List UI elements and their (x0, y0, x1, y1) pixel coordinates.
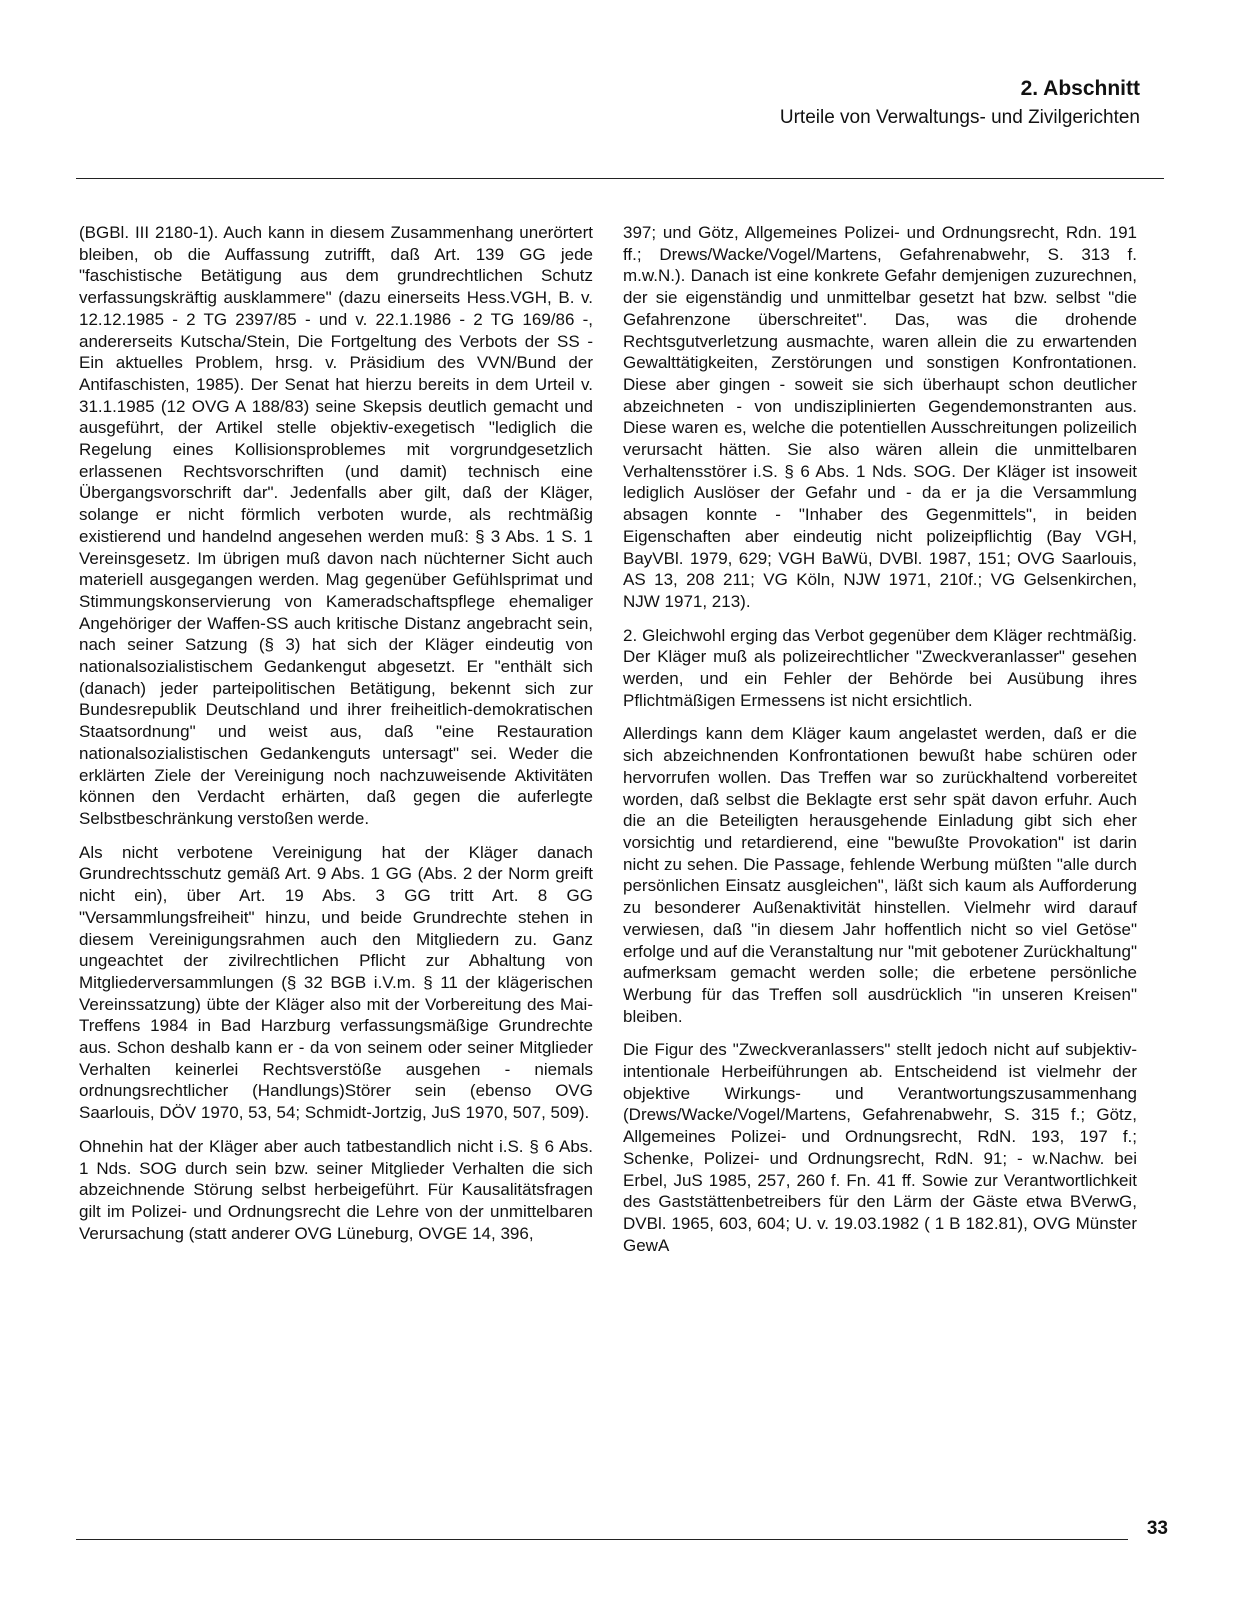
paragraph: Als nicht verbotene Vereinigung hat der Kläger danach Grundrechtsschutz gemäß Art. 9 Abs. 1 GG (Abs. 2 der Norm greift nicht ein), über Art. 19 Abs. 3 GG tritt Art. 8 GG "Versammlungsfreiheit" hinzu, und beide Grundrechte stehen in diesem Vereinigungsrahmen auch den Mitgliedern zu. Ganz ungeachtet der zivilrechtlichen Pflicht zur Abhaltung von Mitgliederversammlungen (§ 32 BGB i.V.m. § 11 der klägerischen Vereinssatzung) übte der Kläger also mit der Vorbereitung des Mai-Treffens 1984 in Bad Harzburg verfassungsmäßige Grundrechte aus. Schon deshalb kann er - da von seinem oder seiner Mitglieder Verhalten keinerlei Rechtsverstöße ausgehen - niemals ordnungsrechtlicher (Handlungs)Störer sein (ebenso OVG Saarlouis, DÖV 1970, 53, 54; Schmidt-Jortzig, JuS 1970, 507, 509). (79, 842, 593, 1123)
paragraph: Ohnehin hat der Kläger aber auch tatbestandlich nicht i.S. § 6 Abs. 1 Nds. SOG durch sein bzw. seiner Mitglieder Verhalten die sich abzeichnende Störung selbst herbeigeführt. Für Kausalitätsfragen gilt im Polizei- und Ordnungsrecht die Lehre von der unmittelbaren Verursachung (statt anderer OVG Lüneburg, OVGE 14, 396, (79, 1136, 593, 1243)
paragraph: Allerdings kann dem Kläger kaum angelastet werden, daß er die sich abzeichnenden Konfrontationen bewußt habe schüren oder hervorrufen wollen. Das Treffen war so zurückhaltend vorbereitet worden, daß selbst die Beklagte erst sehr spät davon erfuhr. Auch die an die Beteiligten herausgehende Einladung gibt sich eher vorsichtig und retardierend, eine "bewußte Provokation" ist darin nicht zu sehen. Die Passage, fehlende Werbung müßten "alle durch persönlichen Einsatz ausgleichen", läßt sich kaum als Aufforderung zu besonderer Außenaktivität hinstellen. Vielmehr wird darauf verwiesen, daß "in diesem Jahr hoffentlich nicht so viel Getöse" erfolge und auf die Veranstaltung nur "mit gebotener Zurückhaltung" aufmerksam gemacht werden solle; die erbetene persönliche Werbung für das Treffen soll ausdrücklich "in unseren Kreisen" bleiben. (623, 724, 1137, 1026)
header-divider (76, 178, 1164, 179)
section-title: 2. Abschnitt (1020, 77, 1140, 100)
page-header (780, 74, 1140, 132)
paragraph: (BGBl. III 2180-1). Auch kann in diesem Zusammenhang unerörtert bleiben, ob die Auffassung zutrifft, daß Art. 139 GG jede "faschistische Betätigung aus dem grundrechtlichen Schutz verfassungskräftig ausklammere" (dazu einerseits Hess.VGH, B. v. 12.12.1985 - 2 TG 2397/85 - und v. 22.1.1986 - 2 TG 169/86 -, andererseits Kutscha/Stein, Die Fortgeltung des Verbots der SS - Ein aktuelles Problem, hrsg. v. Präsidium des VVN/Bund der Antifaschisten, 1985). Der Senat hat hierzu bereits in dem Urteil v. 31.1.1985 (12 OVG A 188/83) seine Skepsis deutlich gemacht und ausgeführt, der Artikel stelle objektiv-exegetisch "lediglich die Regelung eines Kollisionsproblemes mit vorgrundgesetzlich erlassenen Rechtsvorschriften (und damit) technisch eine Übergangsvorschrift dar". Jedenfalls aber gilt, daß der Kläger, solange er nicht förmlich verboten wurde, als rechtmäßig existierend und handelnd angesehen werden muß: § 3 Abs. 1 S. 1 Vereinsgesetz. Im übrigen muß davon nach nüchterner Sicht auch materiell ausgegangen werden. Mag gegenüber Gefühlsprimat und Stimmungskonservierung von Kameradschaftspflege ehemaliger Angehöriger der Waffen-SS auch kritische Distanz angebracht sein, nach seiner Satzung (§ 3) hat sich der Kläger eindeutig von nationalsozialistischem Gedankengut abgesetzt. Er "enthält sich (danach) jeder parteipolitischen Betätigung, bekennt sich zur Bundesrepublik Deutschland und ihrer freiheitlich-demokratischen Staatsordnung" und weist aus, daß "eine Restauration nationalsozialistischen Gedankenguts untersagt" sei. Weder die erklärten Ziele der Vereinigung noch nachzuweisende Aktivitäten können den Verdacht erhärten, daß gegen die auferlegte Selbstbeschränkung verstoßen werde. (79, 223, 593, 828)
footer-divider (76, 1539, 1128, 1540)
paragraph: 2. Gleichwohl erging das Verbot gegenüber dem Kläger rechtmäßig. Der Kläger muß als polizeirechtlicher "Zweckveranlasser" gesehen werden, und ein Fehler der Behörde bei Ausübung ihres Pflichtmäßigen Ermessens ist nicht ersichtlich. (623, 625, 1137, 710)
left-column (79, 222, 593, 1256)
right-column (623, 222, 1137, 1268)
section-subtitle: Urteile von Verwaltungs- und Zivilgerichten (779, 107, 1140, 128)
page-number: 33 (1146, 1518, 1168, 1539)
paragraph: 397; und Götz, Allgemeines Polizei- und Ordnungsrecht, Rdn. 191 ff.; Drews/Wacke/Vogel/Martens, Gefahrenabwehr, S. 313 f. m.w.N.). Danach ist eine konkrete Gefahr demjenigen zuzurechnen, der sie eigenständig und unmittelbar gesetzt hat bzw. selbst "die Gefahrenzone überschreitet". Das, was die drohende Rechtsgutverletzung ausmachte, waren allein die zu erwartenden Gewalttätigkeiten, Zerstörungen und sonstigen Konfrontationen. Diese aber gingen - soweit sie sich überhaupt schon deutlicher abzeichneten - von undisziplinierten Gegendemonstranten aus. Diese waren es, welche die potentiellen Ausschreitungen polizeilich verursacht hätten. Sie also wären allein die unmittelbaren Verhaltensstörer i.S. § 6 Abs. 1 Nds. SOG. Der Kläger ist insoweit lediglich Auslöser der Gefahr und - da er ja die Versammlung absagen konnte - "Inhaber des Gegenmittels", in beiden Eigenschaften aber eindeutig nicht polizeipflichtig (Bay VGH, BayVBl. 1979, 629; VGH BaWü, DVBl. 1987, 151; OVG Saarlouis, AS 13, 208 211; VG Köln, NJW 1971, 210f.; VG Gelsenkirchen, NJW 1971, 213). (623, 223, 1137, 611)
paragraph: Die Figur des "Zweckveranlassers" stellt jedoch nicht auf subjektiv-intentionale Herbeiführungen ab. Entscheidend ist vielmehr der objektive Wirkungs- und Verantwortungszusammenhang (Drews/Wacke/Vogel/Martens, Gefahrenabwehr, S. 315 f.; Götz, Allgemeines Polizei- und Ordnungsrecht, RdN. 193, 197 f.; Schenke, Polizei- und Ordnungsrecht, RdN. 91; - w.Nachw. bei Erbel, JuS 1985, 257, 260 f. Fn. 41 ff. Sowie zur Verantwortlichkeit des Gaststättenbetreibers für den Lärm der Gäste etwa BVerwG, DVBl. 1965, 603, 604; U. v. 19.03.1982 ( 1 B 182.81), OVG Münster GewA (623, 1040, 1137, 1255)
